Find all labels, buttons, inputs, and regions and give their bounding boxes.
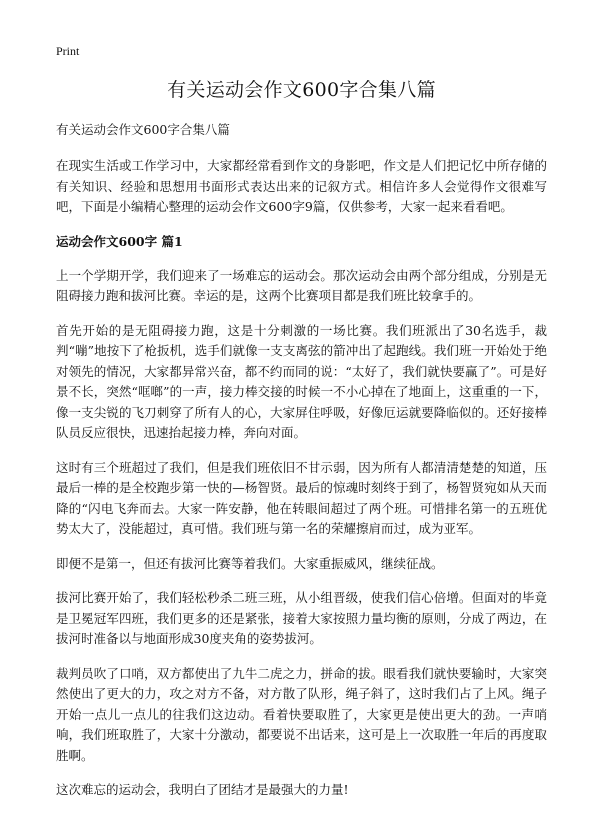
paragraph: 即便不是第一，但还有拔河比赛等着我们。大家重振威风，继续征战。 [56, 555, 444, 571]
print-label: Print [56, 44, 80, 58]
intro-paragraph: 在现实生活或工作学习中，大家都经常看到作文的身影吧，作文是人们把记忆中所存储的有关知识、经验和思想用书面形式表达出来的记叙方式。相信许多人会觉得作文很难写吧，下面是小编精心整理的运动会作文600字9篇，仅供参考，大家一起来看看吧。 [56, 158, 547, 214]
paragraph: 拔河比赛开始了，我们轻松秒杀二班三班，从小组晋级，使我们信心倍增。但面对的毕竟是卫冕冠军四班，我们更多的还是紧张，接着大家按照力量均衡的原则，分成了两边，在拔河时准备以与地面形成30度夹角的姿势拔河。 [56, 590, 547, 646]
paragraph: 这次难忘的运动会，我明白了团结才是最强大的力量! [56, 782, 349, 797]
document-title: 有关运动会作文600字合集八篇 [167, 79, 436, 101]
paragraph: 上一个学期开学，我们迎来了一场难忘的运动会。那次运动会由两个部分组成，分别是无阻碍接力跑和拔河比赛。幸运的是，这两个比赛项目都是我们班比较拿手的。 [56, 267, 547, 303]
paragraph: 首先开始的是无阻碍接力跑，这是十分刺激的一场比赛。我们班派出了30名选手，裁判“嘣”地按下了枪扳机，选手们就像一支支离弦的箭冲出了起跑线。我们班一开始处于绝对领先的情况，大家都异常兴奋，都不约而同的说：“太好了，我们就快要赢了”。可是好景不长，突然“哐啷”的一声，接力棒交接的时候一不小心掉在了地面上，这重重的一下，像一支尖锐的飞刀刺穿了所有人的心，大家屏住呼吸，好像厄运就要降临似的。还好接棒队员反应很快，迅速抬起接力棒，奔向对面。 [56, 322, 547, 440]
paragraph: 这时有三个班超过了我们，但是我们班依旧不甘示弱，因为所有人都清清楚楚的知道，压最后一棒的是全校跑步第一快的—杨智贤。最后的惊魂时刻终于到了，杨智贤宛如从天而降的“闪电飞奔而去。大家一阵安静，他在转眼间超过了两个班。可惜排名第一的五班优势太大了，没能超过，真可惜。我们班与第一名的荣耀擦肩而过，成为亚军。 [56, 459, 547, 536]
paragraph: 裁判员吹了口哨，双方都使出了九牛二虎之力，拼命的拔。眼看我们就快要输时，大家突然使出了更大的力，攻之对方不备，对方散了队形，绳子斜了，这时我们占了上风。绳子开始一点儿一点儿的往我们这边动。看着快要取胜了，大家更是使出更大的劲。一声哨响，我们班取胜了，大家十分激动，都要说不出话来，这可是上一次取胜一年后的再度取胜啊。 [56, 665, 547, 763]
section-heading: 运动会作文600字 篇1 [56, 233, 183, 249]
document-subtitle: 有关运动会作文600字合集八篇 [56, 122, 230, 137]
